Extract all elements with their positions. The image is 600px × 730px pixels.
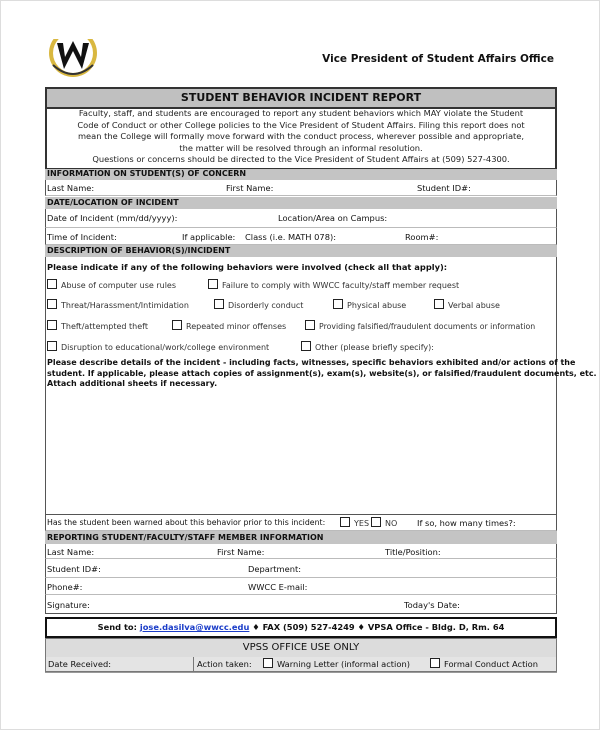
details-line: student. If applicable, please attach copies of assignment(s), exam(s), website(s), or falsified/fraudulent documents, etc. xyxy=(47,368,597,378)
behavior-checkbox[interactable] xyxy=(434,299,500,310)
behavior-label: Physical abuse xyxy=(347,301,407,310)
reporter-student-id-field[interactable]: Student ID#: xyxy=(47,564,101,574)
checkbox-icon[interactable] xyxy=(47,279,57,289)
formal-action-label: Formal Conduct Action xyxy=(444,659,539,669)
first-name-field[interactable]: First Name: xyxy=(226,183,274,193)
no-label: NO xyxy=(385,519,398,528)
reporter-title-field[interactable]: Title/Position: xyxy=(385,547,441,557)
incident-date-field[interactable]: Date of Incident (mm/dd/yyyy): xyxy=(47,213,178,223)
intro-line: Questions or concerns should be directed to the Vice President of Student Affairs at (509) 527-4300. xyxy=(92,154,510,164)
details-line: Please describe details of the incident - including facts, witnesses, specific behaviors exhibited and/or actions of the xyxy=(47,358,576,367)
behavior-checkbox[interactable] xyxy=(301,341,434,352)
behavior-label: Abuse of computer use rules xyxy=(61,281,177,290)
checkbox-icon[interactable] xyxy=(214,299,224,309)
checkbox-icon[interactable] xyxy=(333,299,343,309)
college-logo xyxy=(47,39,99,85)
behavior-label: Other (please briefly specify): xyxy=(315,343,434,352)
details-instruction xyxy=(47,358,597,390)
behavior-label: Providing falsified/fraudulent documents or information xyxy=(319,322,536,331)
behavior-checkbox[interactable] xyxy=(47,320,148,331)
send-to-details: ♦ FAX (509) 527-4249 ♦ VPSA Office - Bldg. D, Rm. 64 xyxy=(252,622,505,632)
room-field[interactable]: Room#: xyxy=(405,232,439,242)
reporter-name-row xyxy=(45,544,557,559)
warned-no-checkbox[interactable] xyxy=(371,517,397,528)
if-applicable-label: If applicable: xyxy=(182,232,236,242)
warning-letter-label: Warning Letter (informal action) xyxy=(277,659,410,669)
behavior-label: Verbal abuse xyxy=(448,301,500,310)
checkbox-icon[interactable] xyxy=(434,299,444,309)
checkbox-icon[interactable] xyxy=(47,320,57,330)
description-heading: DESCRIPTION OF BEHAVIOR(S)/INCIDENT xyxy=(47,246,231,255)
behavior-checkbox[interactable] xyxy=(305,320,535,331)
behavior-label: Theft/attempted theft xyxy=(61,322,148,331)
student-info-heading: INFORMATION ON STUDENT(S) OF CONCERN xyxy=(47,169,247,178)
student-name-row xyxy=(45,180,557,196)
behavior-label: Threat/Harassment/Intimidation xyxy=(61,301,189,310)
action-taken-label: Action taken: xyxy=(197,659,252,669)
behavior-label: Disruption to educational/work/college environment xyxy=(61,343,270,352)
send-to-label: Send to: xyxy=(97,622,137,632)
reporter-heading: REPORTING STUDENT/FACULTY/STAFF MEMBER INFORMATION xyxy=(47,533,324,542)
reporter-first-name-field[interactable]: First Name: xyxy=(217,547,265,557)
last-name-field[interactable]: Last Name: xyxy=(47,183,95,193)
reporter-department-field[interactable]: Department: xyxy=(248,564,302,574)
intro-text xyxy=(45,107,557,170)
checkbox-icon[interactable] xyxy=(305,320,315,330)
send-to-box xyxy=(45,617,557,638)
intro-line: the matter will be resolved through an informal resolution. xyxy=(179,142,423,153)
todays-date-field[interactable]: Today's Date: xyxy=(404,600,460,610)
behavior-label: Disorderly conduct xyxy=(228,301,304,310)
checkbox-icon[interactable] xyxy=(340,517,350,527)
email-link[interactable]: jose.dasilva@wwcc.edu xyxy=(139,622,250,632)
office-title: Vice President of Student Affairs Office xyxy=(322,53,554,65)
warned-question: Has the student been warned about this behavior prior to this incident: xyxy=(47,518,326,527)
warned-times-field[interactable]: If so, how many times?: xyxy=(417,518,516,528)
behavior-checkbox[interactable] xyxy=(208,279,459,290)
class-field[interactable]: Class (i.e. MATH 078): xyxy=(245,232,337,242)
warned-yes-checkbox[interactable] xyxy=(340,517,369,528)
formal-action-checkbox[interactable] xyxy=(430,658,538,669)
reporter-email-field[interactable]: WWCC E-mail: xyxy=(248,582,308,592)
student-id-field[interactable]: Student ID#: xyxy=(417,183,471,193)
checkbox-icon[interactable] xyxy=(263,658,273,668)
signature-field[interactable]: Signature: xyxy=(47,600,90,610)
behavior-label: Repeated minor offenses xyxy=(186,322,287,331)
checkbox-icon[interactable] xyxy=(301,341,311,351)
incident-time-field[interactable]: Time of Incident: xyxy=(47,232,117,242)
behavior-checkbox[interactable] xyxy=(214,299,303,310)
behavior-checkbox[interactable] xyxy=(47,299,189,310)
intro-line: Faculty, staff, and students are encouraged to report any student behaviors which MAY violate the Student xyxy=(78,108,524,118)
details-line: Attach additional sheets if necessary. xyxy=(47,379,218,388)
incident-heading: DATE/LOCATION OF INCIDENT xyxy=(47,198,179,207)
checkbox-icon[interactable] xyxy=(47,299,57,309)
warning-letter-checkbox[interactable] xyxy=(263,658,410,669)
behavior-checkbox[interactable] xyxy=(172,320,286,331)
date-received-field[interactable]: Date Received: xyxy=(48,659,112,669)
intro-line: mean the College will formally move forward with the conduct process, wherever possible and appropriate, xyxy=(77,131,525,141)
checkbox-icon[interactable] xyxy=(172,320,182,330)
behavior-checkbox[interactable] xyxy=(47,279,176,290)
cut-line xyxy=(45,672,557,673)
reporter-signature-row xyxy=(45,595,557,614)
yes-label: YES xyxy=(354,519,370,528)
incident-location-field[interactable]: Location/Area on Campus: xyxy=(278,213,388,223)
report-title: STUDENT BEHAVIOR INCIDENT REPORT xyxy=(45,87,557,109)
behavior-checkbox[interactable] xyxy=(47,341,269,352)
intro-line: Code of Conduct or other College policies to the Vice President of Student Affairs. Filing this report does not xyxy=(77,119,525,130)
behavior-instruction: Please indicate if any of the following behaviors were involved (check all that apply): xyxy=(47,262,448,272)
reporter-last-name-field[interactable]: Last Name: xyxy=(47,547,95,557)
behavior-checkbox[interactable] xyxy=(333,299,406,310)
divider xyxy=(193,657,194,672)
checkbox-icon[interactable] xyxy=(47,341,57,351)
office-use-heading: VPSS OFFICE USE ONLY xyxy=(45,638,557,658)
behavior-label: Failure to comply with WWCC faculty/staff member request xyxy=(222,281,460,290)
checkbox-icon[interactable] xyxy=(208,279,218,289)
reporter-phone-field[interactable]: Phone#: xyxy=(47,582,83,592)
checkbox-icon[interactable] xyxy=(371,517,381,527)
checkbox-icon[interactable] xyxy=(430,658,440,668)
